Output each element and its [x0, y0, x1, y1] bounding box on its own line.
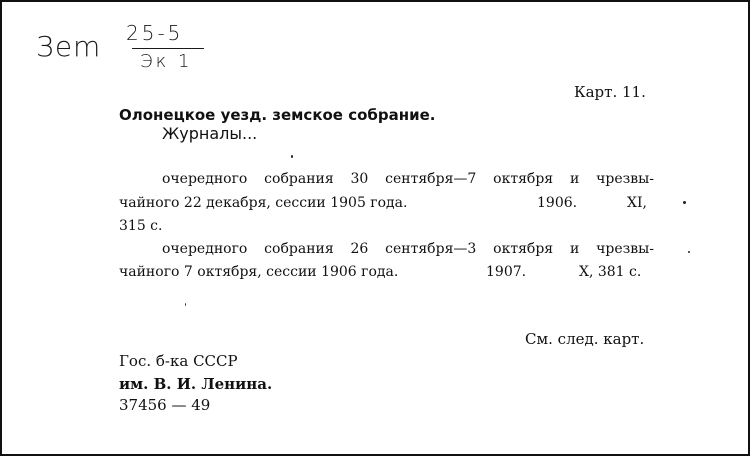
entry-2-year: 1907.	[486, 264, 527, 280]
handwritten-fraction-line	[132, 48, 204, 49]
scan-speck	[683, 201, 686, 204]
entry-1-volume: XI,	[627, 195, 647, 211]
library-code: 37456 — 49	[119, 396, 211, 414]
handwritten-number-top: 25-5	[126, 21, 184, 45]
entry-2-text-1: очередного собрания 26 сентября—3 октября и чрезвы-	[162, 241, 654, 257]
entry-1-year: 1906.	[537, 195, 578, 211]
entry-1-pages: 315 с.	[119, 218, 163, 234]
entry-1-line-3	[119, 216, 654, 236]
entry-1-line-1	[119, 169, 654, 189]
card-number: Карт. 11.	[574, 83, 646, 101]
library-dedication: им. В. И. Ленина.	[119, 375, 273, 393]
entry-2-line-1	[119, 239, 654, 259]
entry-2-text-2: чайного 7 октября, сессии 1906 года.	[119, 264, 399, 280]
catalog-heading: Олонецкое уезд. земское собрание.	[119, 106, 436, 124]
entry-2-line-2	[119, 262, 654, 282]
entry-1-text-1: очередного собрания 30 сентября—7 октября и чрезвы-	[162, 171, 654, 187]
entry-1-line-2	[119, 193, 654, 213]
handwritten-number-bottom: Эк 1	[140, 51, 193, 72]
library-name: Гос. б-ка СССР	[119, 352, 238, 370]
scan-speck	[291, 155, 293, 158]
entry-2-volume: X, 381 с.	[579, 264, 642, 280]
entry-1-text-2: чайного 22 декабря, сессии 1905 года.	[119, 195, 408, 211]
catalog-subheading: Журналы...	[162, 124, 258, 143]
handwritten-prefix: Зem	[36, 30, 102, 63]
scan-speck	[185, 303, 186, 306]
see-next-card: См. след. карт.	[525, 330, 645, 348]
scan-speck	[688, 251, 690, 253]
